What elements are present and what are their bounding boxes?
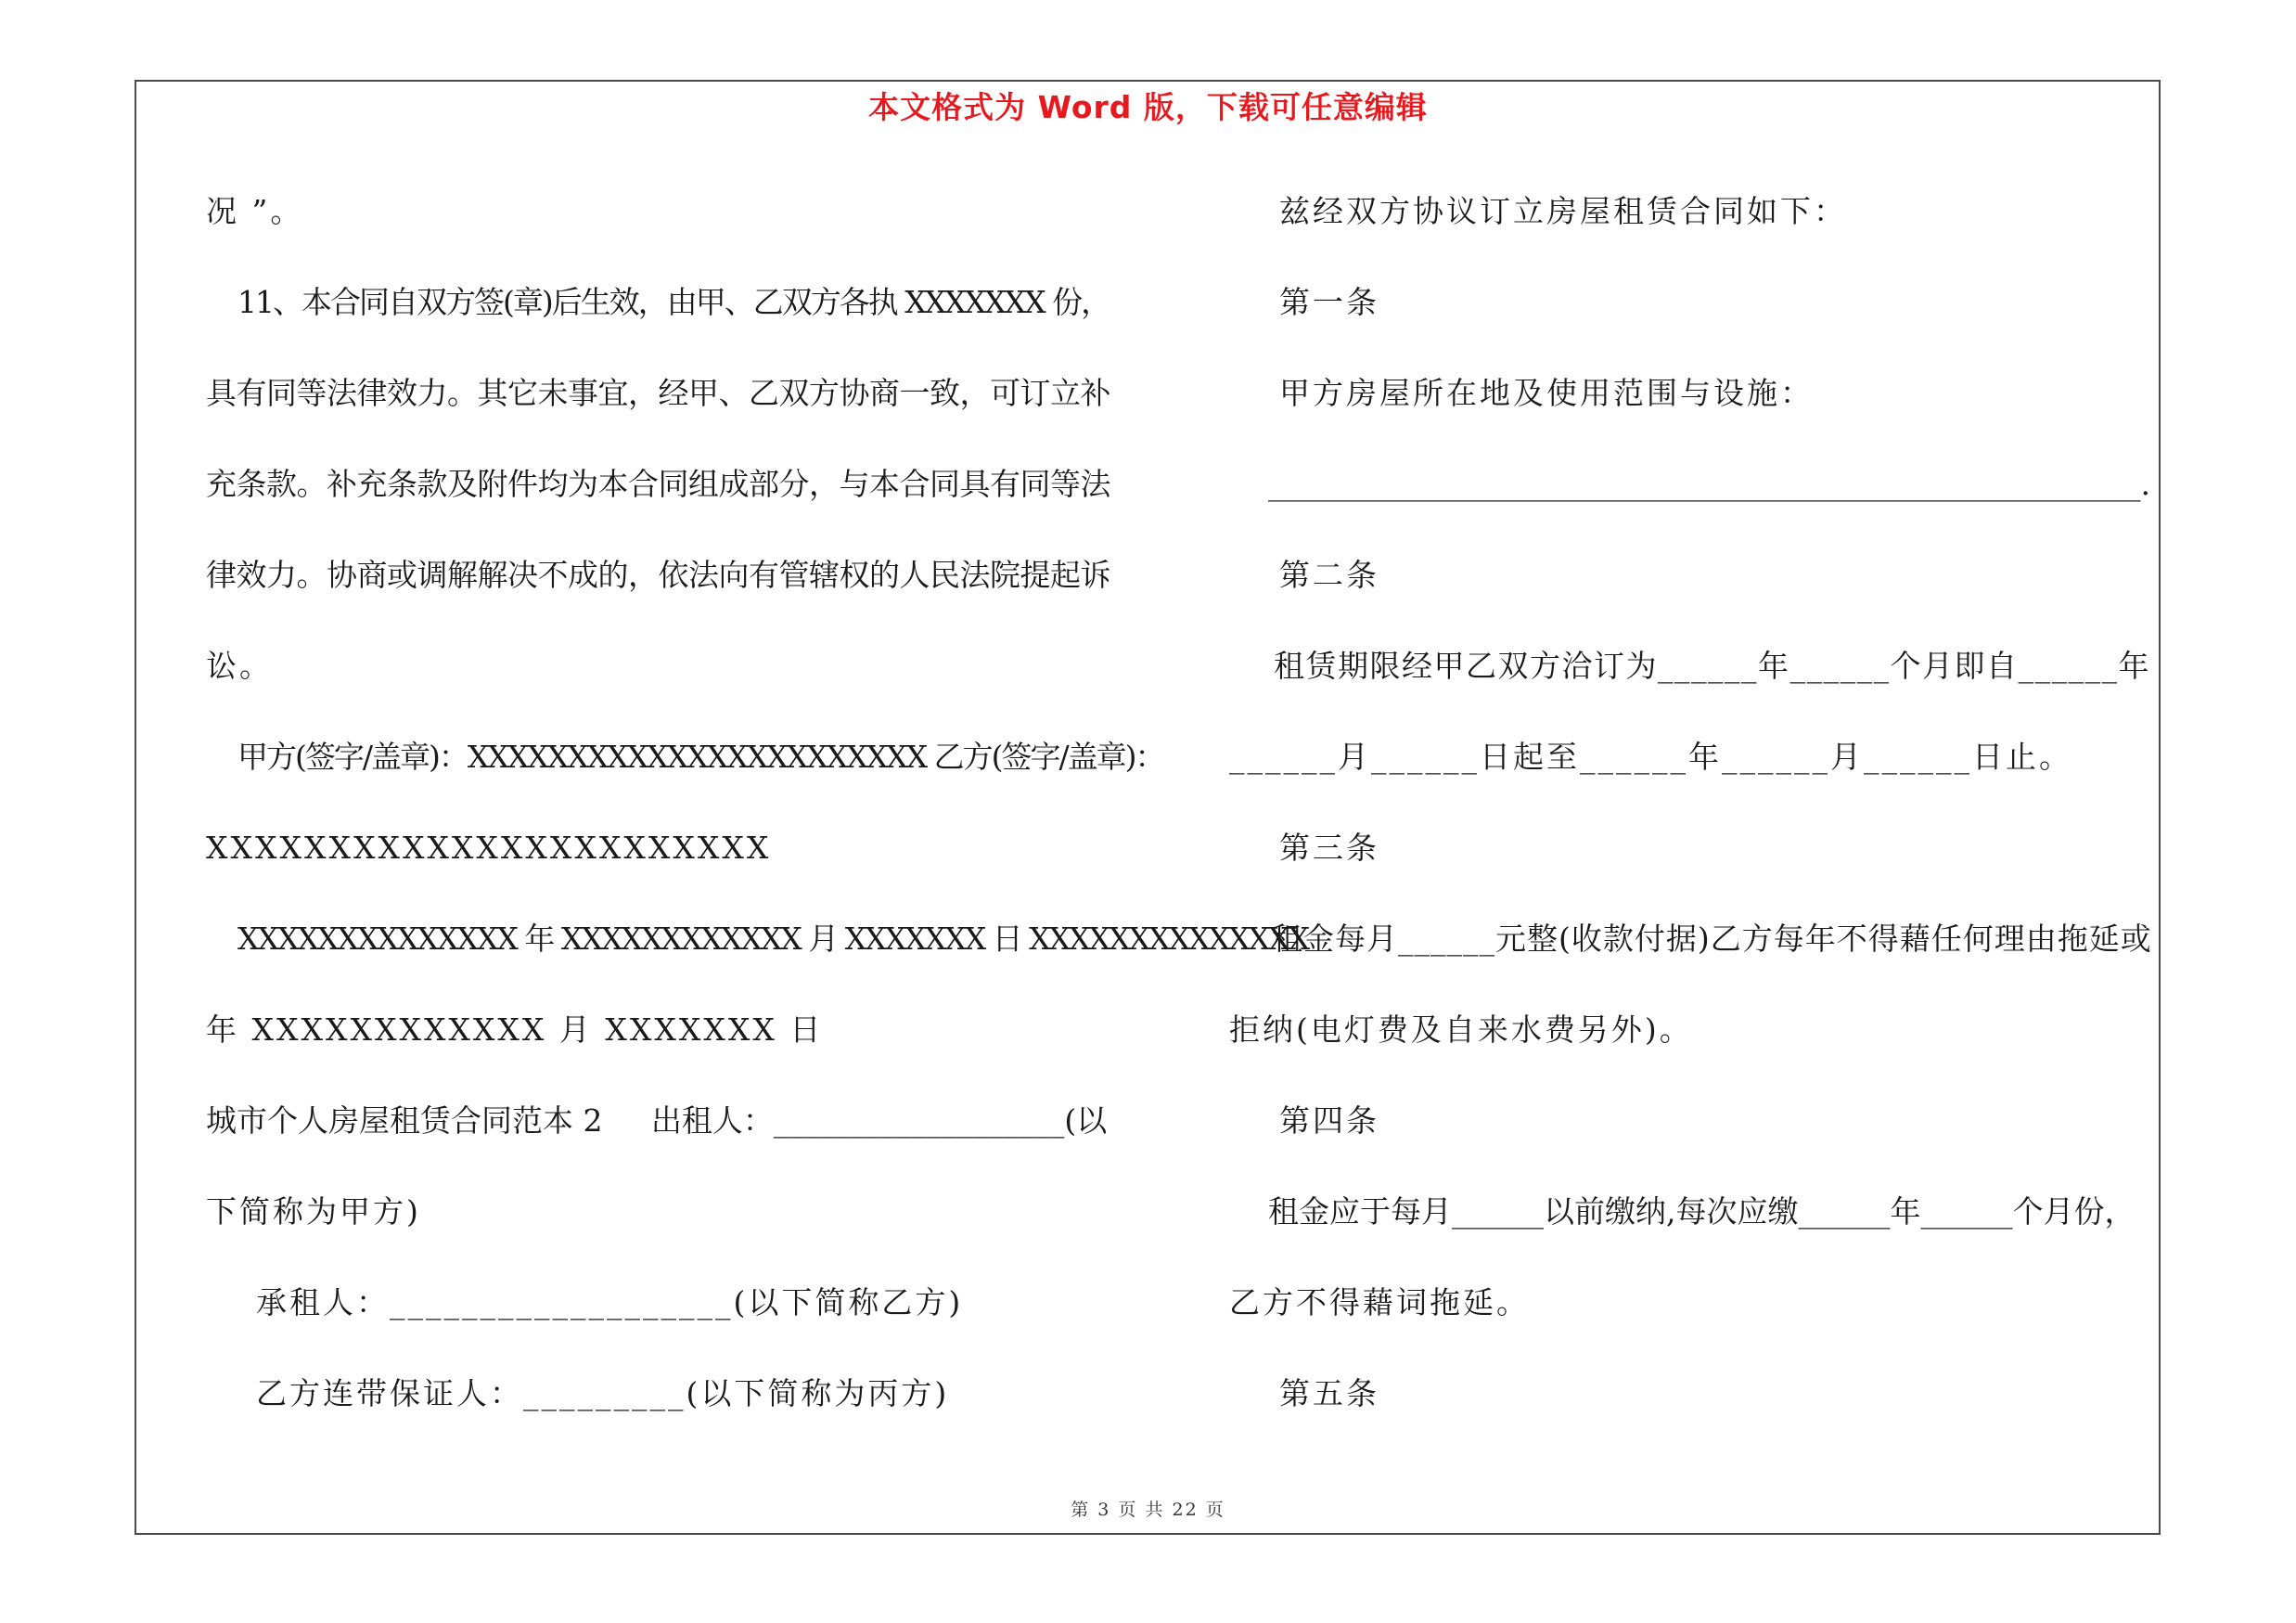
left-line: 况 ”。 [206,193,304,229]
right-line: 兹经双方协议订立房屋租赁合同如下： [1229,193,1847,229]
right-line: 第四条 [1229,1102,1379,1139]
right-line: 第一条 [1229,284,1379,320]
left-line: 甲方(签字/盖章)：XXXXXXXXXXXXXXXXXXXXXXX 乙方(签字/盖章)： [206,739,1164,775]
right-line: 第五条 [1229,1375,1379,1411]
left-line: 律效力。协商或调解解决不成的，依法向有管辖权的人民法院提起诉 [206,557,1110,593]
left-line: 城市个人房屋租赁合同范本 2 出租人：___________________(以 [206,1102,1108,1139]
right-line: 甲方房屋所在地及使用范围与设施： [1229,375,1814,411]
left-line: XXXXXXXXXXXXXXXXXXXXXXX [206,830,772,866]
right-line: ______月______日起至______年______月______日止。 [1229,739,2072,775]
left-line: 乙方连带保证人：_________(以下简称为丙方) [206,1375,950,1411]
left-line: 年 XXXXXXXXXXXX 月 XXXXXXX 日 [206,1011,824,1048]
banner-title: 本文格式为 Word 版，下载可任意编辑 [868,89,1428,125]
left-line: 承租人：___________________(以下简称乙方) [206,1284,964,1320]
left-line: 具有同等法律效力。其它未事宜，经甲、乙双方协商一致，可订立补 [206,375,1110,411]
right-line: 乙方不得藉词拖延。 [1229,1284,1530,1320]
left-line: 充条款。补充条款及附件均为本合同组成部分，与本合同具有同等法 [206,466,1110,502]
right-line: 第二条 [1229,557,1379,593]
left-line: 下简称为甲方) [206,1193,421,1230]
right-line: _________________________________________________________. [1229,466,2150,502]
right-line: 租金应于每月______以前缴纳,每次应缴______年______个月份， [1229,1193,2136,1230]
page-number: 第 3 页 共 22 页 [1071,1500,1225,1520]
right-line: 拒纳(电灯费及自来水费另外)。 [1229,1011,1693,1048]
left-line: XXXXXXXXXXXXXX 年 XXXXXXXXXXXX 月 XXXXXXX 日 XXXXXXXXXXXXXX [206,921,1309,957]
right-line: 第三条 [1229,830,1379,866]
right-line: 租金每月______元整(收款付据)乙方每年不得藉任何理由拖延或 [1229,921,2152,957]
left-line: 讼。 [206,648,273,684]
left-line: 11、本合同自双方签(章)后生效，由甲、乙双方各执 XXXXXXX 份， [206,284,1110,320]
right-line: 租赁期限经甲乙双方洽订为______年______个月即自______年 [1229,648,2150,684]
